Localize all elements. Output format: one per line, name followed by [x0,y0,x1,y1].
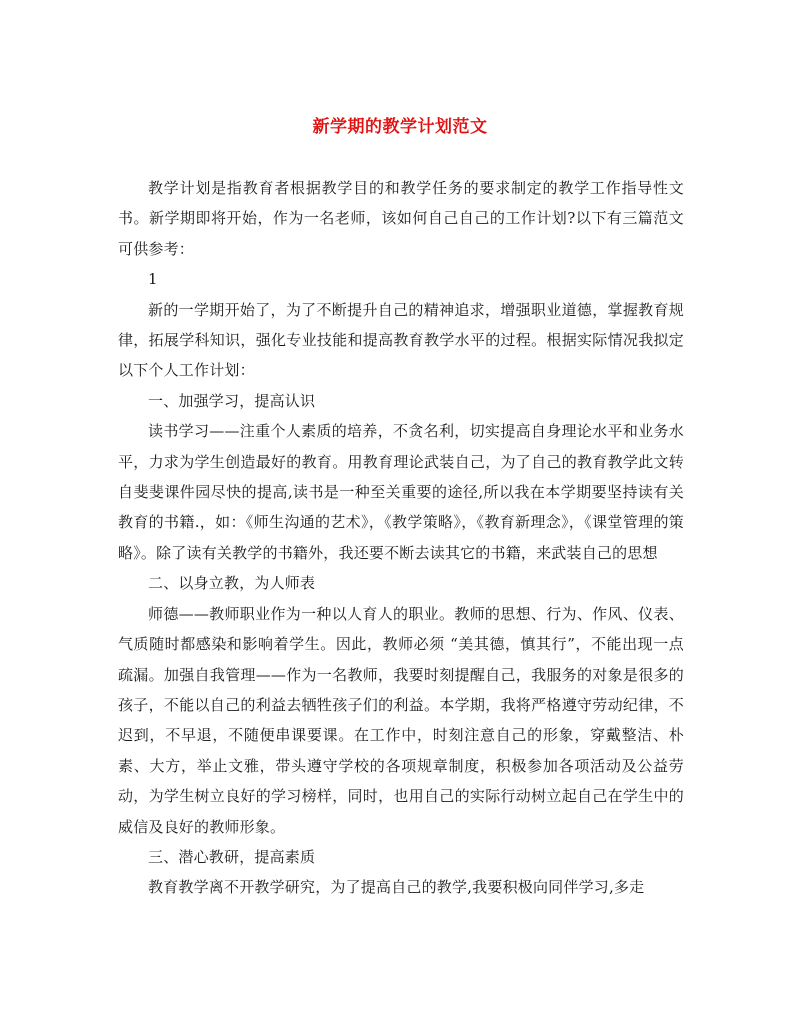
opening-paragraph: 新的一学期开始了，为了不断提升自己的精神追求，增强职业道德，掌握教育规律，拓展学科知识，强化专业技能和提高教育教学水平的过程。根据实际情况我拟定以下个人工作计划： [118,300,684,380]
section-number: 1 [148,270,158,289]
document-body [118,173,684,903]
intro-paragraph: 教学计划是指教育者根据教学目的和教学任务的要求制定的教学工作指导性文书。新学期即将开始，作为一名老师，该如何自己自己的工作计划?以下有三篇范文可供参考： [118,179,684,258]
heading-research: 三、潜心教研，提高素质 [148,847,316,866]
heading-example: 二、以身立教，为人师表 [148,574,316,593]
heading-study: 一、加强学习，提高认识 [148,391,316,410]
ethics-paragraph: 师德——教师职业作为一种以人育人的职业。教师的思想、行为、作风、仪表、气质随时都感染和影响着学生。因此，教师必须 “美其德，慎其行”，不能出现一点疏漏。加强自我管理——作为一名教师，我要时刻提醒自己，我服务的对象是很多的孩子，不能以自己的利益去牺牲孩子们的利益。本学期，我将严格遵守劳动纪律，不迟到，不早退，不随便串课要课。在工作中，时刻注意自己的形象，穿戴整洁、朴素、大方，举止文雅，带头遵守学校的各项规章制度，积极参加各项活动及公益劳动，为学生树立良好的学习榜样，同时，也用自己的实际行动树立起自己在学生中的威信及良好的教师形象。 [118,604,684,836]
document-title: 新学期的教学计划范文 [312,117,488,137]
reading-paragraph: 读书学习——注重个人素质的培养，不贪名利，切实提高自身理论水平和业务水平，力求为学生创造最好的教育。用教育理论武装自己，为了自己的教育教学此文转自斐斐课件园尽快的提高,读书是一种至关重要的途径,所以我在本学期要坚持读有关教育的书籍.，如：《师生沟通的艺术》，《教学策略》，《教育新理念》，《课堂管理的策略》。除了读有关教学的书籍外，我还要不断去读其它的书籍，来武装自己的思想 [118,422,684,562]
research-paragraph: 教育教学离不开教学研究，为了提高自己的教学,我要积极向同伴学习,多走 [148,878,645,897]
